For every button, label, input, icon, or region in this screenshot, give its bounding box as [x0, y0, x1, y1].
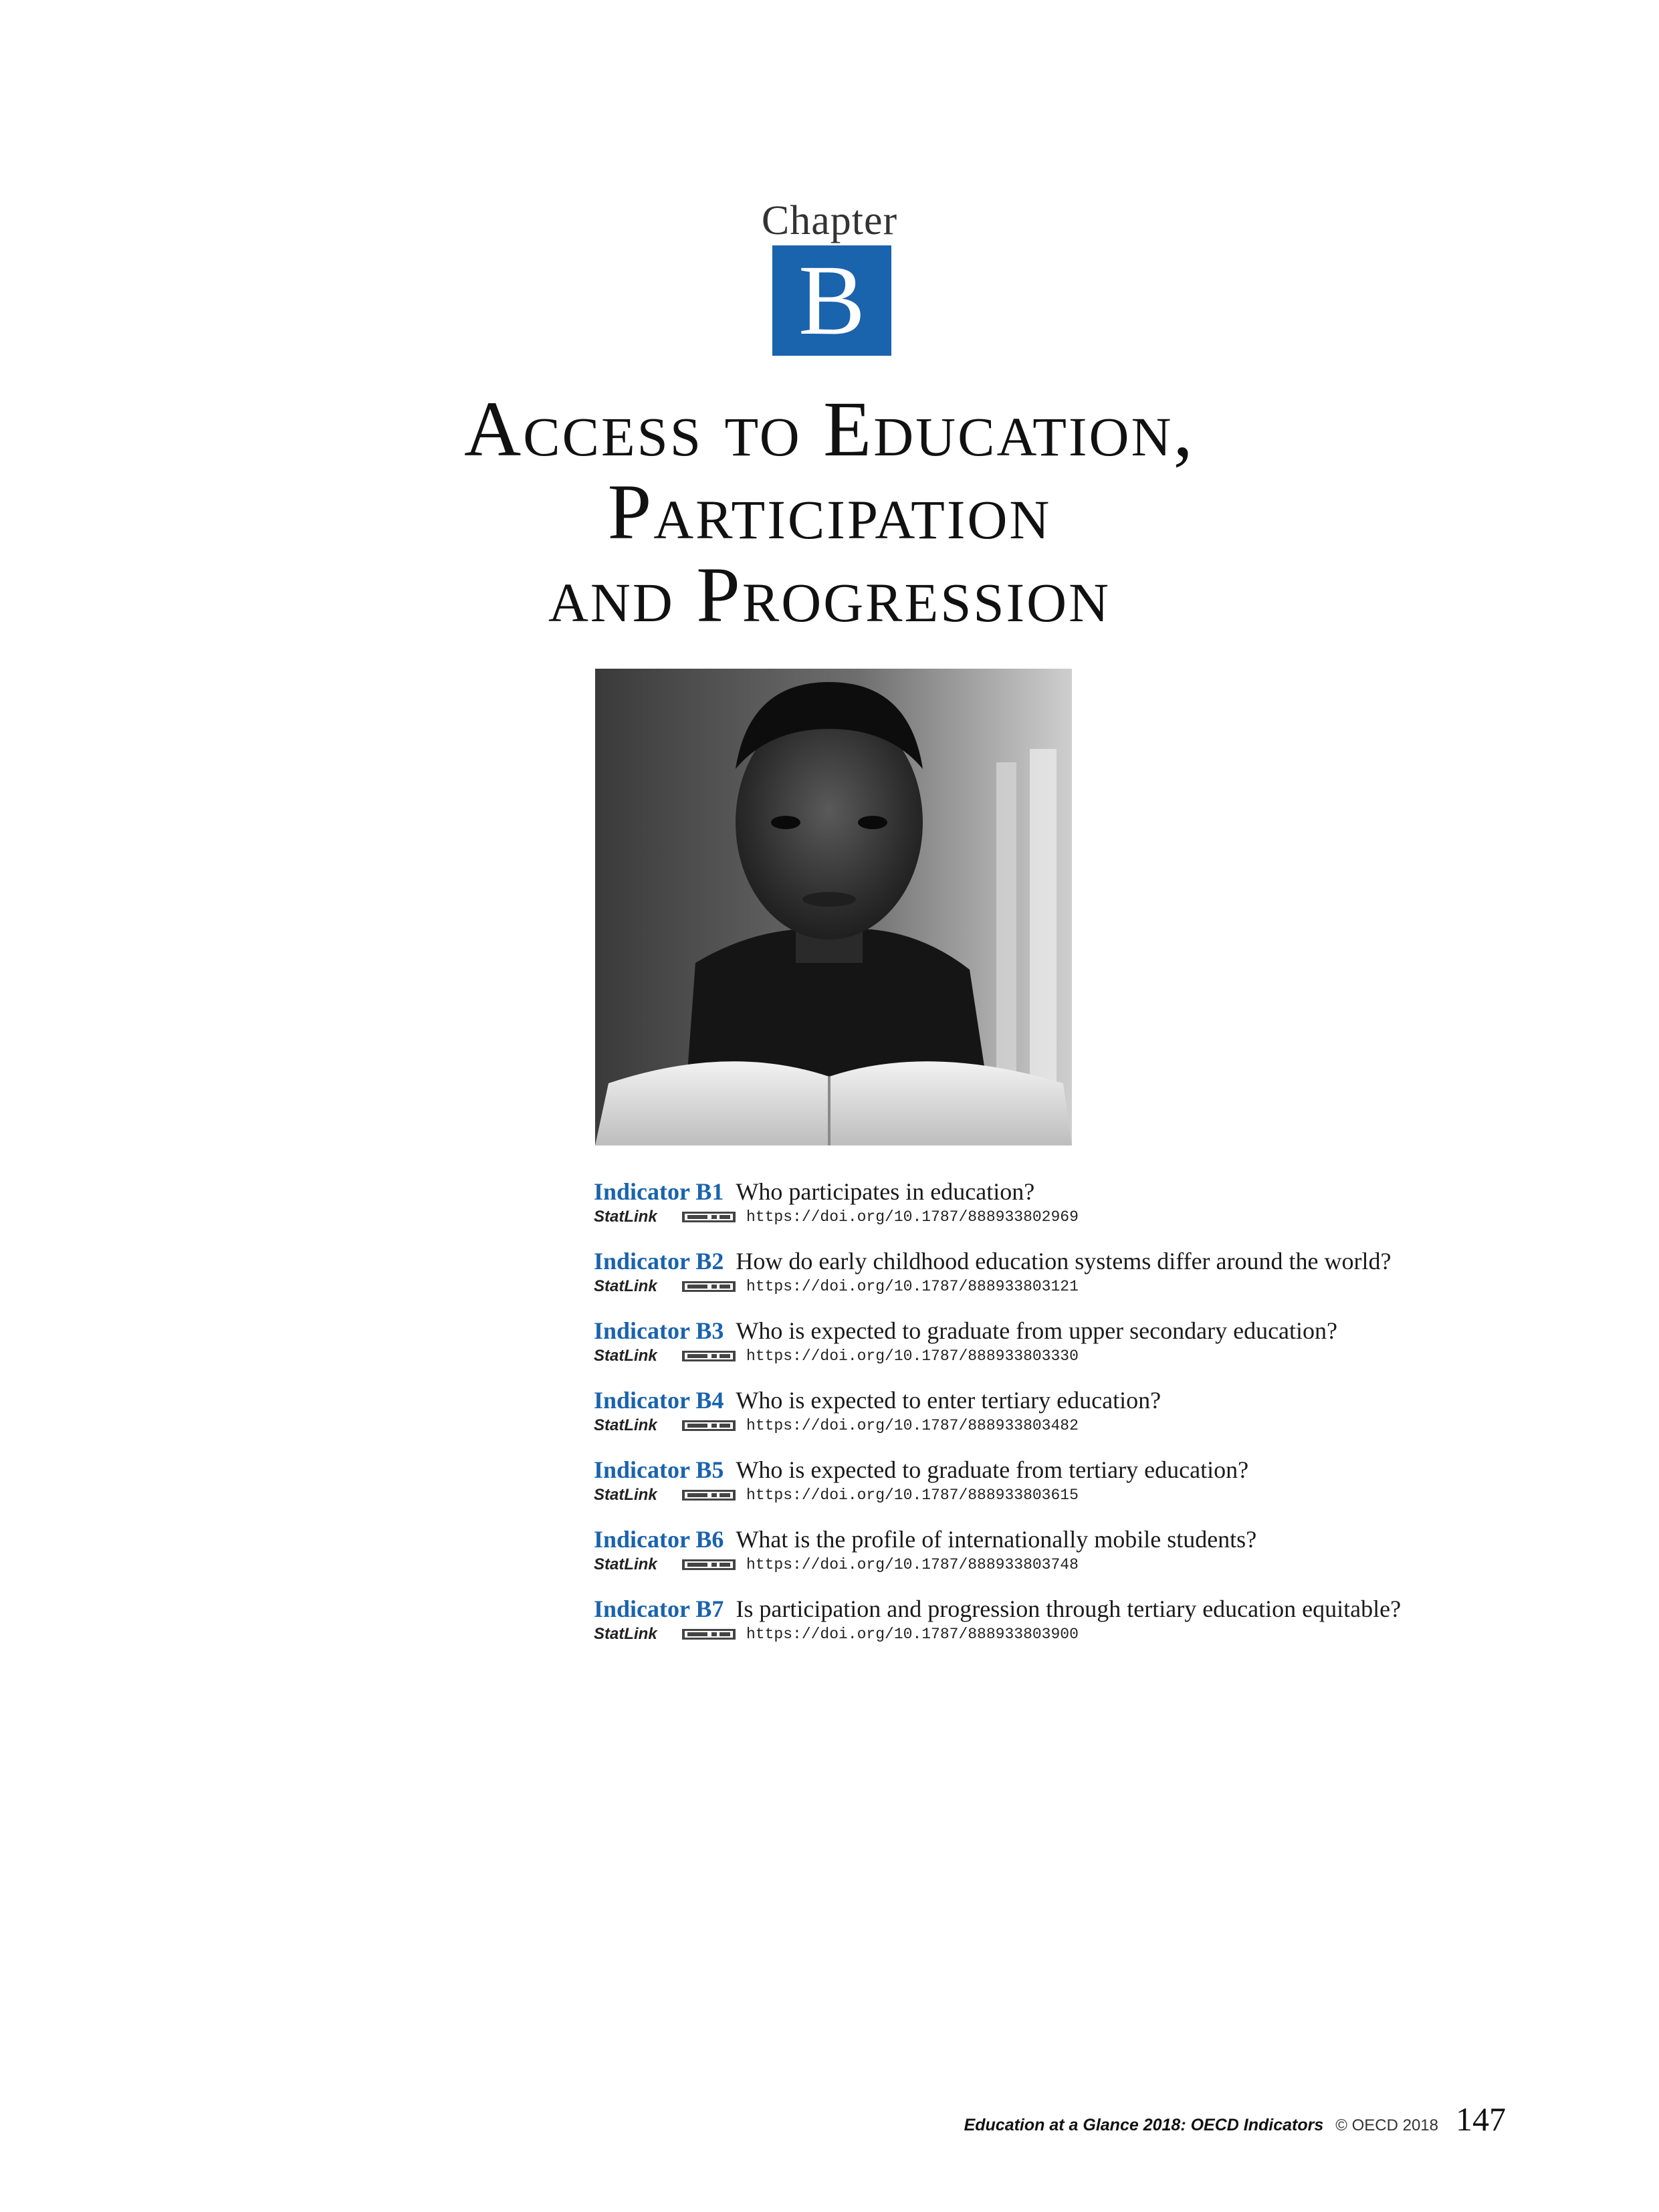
footer-book-title: Education at a Glance 2018: OECD Indicators — [964, 2116, 1324, 2134]
statlink-row — [594, 1345, 1597, 1367]
indicator-item — [594, 1316, 1597, 1386]
page-number: 147 — [1456, 2100, 1506, 2138]
indicator-heading — [594, 1246, 1597, 1276]
footer-copyright: © OECD 2018 — [1335, 2116, 1438, 2134]
indicator-question: Who is expected to enter tertiary education? — [736, 1387, 1162, 1414]
statlink-url[interactable]: https://doi.org/10.1787/888933803330 — [746, 1347, 1079, 1365]
indicator-item — [594, 1455, 1597, 1525]
chapter-label: Chapter — [761, 198, 898, 243]
statlink-url[interactable]: https://doi.org/10.1787/888933803748 — [746, 1556, 1079, 1573]
statlink-logo-icon — [682, 1210, 736, 1224]
statlink-url[interactable]: https://doi.org/10.1787/888933802969 — [746, 1208, 1079, 1226]
indicator-label[interactable]: Indicator B6 — [594, 1526, 724, 1553]
statlink-row — [594, 1624, 1597, 1645]
chapter-title — [0, 385, 1659, 639]
chapter-title-line-2: Participation — [607, 468, 1052, 556]
statlink-label: StatLink — [594, 1347, 657, 1365]
indicator-question: Who is expected to graduate from tertiary education? — [736, 1456, 1249, 1483]
indicator-question: What is the profile of internationally mobile students? — [736, 1526, 1257, 1553]
statlink-url[interactable]: https://doi.org/10.1787/888933803615 — [746, 1486, 1079, 1504]
statlink-row — [594, 1484, 1597, 1506]
indicator-item — [594, 1386, 1597, 1455]
indicator-list — [594, 1177, 1597, 1664]
statlink-url[interactable]: https://doi.org/10.1787/888933803121 — [746, 1278, 1079, 1295]
indicator-item — [594, 1594, 1597, 1664]
statlink-row — [594, 1206, 1597, 1228]
chapter-letter-box: B — [772, 245, 891, 356]
chapter-title-line-1: Access to Education, — [464, 385, 1195, 473]
indicator-label[interactable]: Indicator B1 — [594, 1178, 724, 1205]
statlink-label: StatLink — [594, 1486, 657, 1504]
student-reading-photo — [595, 669, 1072, 1145]
indicator-label[interactable]: Indicator B2 — [594, 1248, 724, 1275]
statlink-logo-icon — [682, 1488, 736, 1502]
indicator-heading — [594, 1177, 1597, 1206]
statlink-logo-icon — [682, 1280, 736, 1293]
statlink-row — [594, 1415, 1597, 1436]
indicator-heading — [594, 1386, 1597, 1415]
statlink-label: StatLink — [594, 1555, 657, 1573]
indicator-question: How do early childhood education systems differ around the world? — [736, 1248, 1392, 1275]
indicator-label[interactable]: Indicator B7 — [594, 1595, 724, 1622]
indicator-label[interactable]: Indicator B5 — [594, 1456, 724, 1483]
statlink-logo-icon — [682, 1558, 736, 1571]
indicator-item — [594, 1525, 1597, 1594]
statlink-label: StatLink — [594, 1625, 657, 1643]
statlink-url[interactable]: https://doi.org/10.1787/888933803900 — [746, 1626, 1079, 1643]
statlink-row — [594, 1276, 1597, 1297]
chapter-title-line-3: and Progression — [548, 551, 1111, 639]
page-footer — [0, 2100, 1506, 2138]
statlink-logo-icon — [682, 1349, 736, 1363]
statlink-label: StatLink — [594, 1277, 657, 1295]
statlink-logo-icon — [682, 1419, 736, 1432]
indicator-question: Is participation and progression through tertiary education equitable? — [736, 1595, 1402, 1622]
statlink-url[interactable]: https://doi.org/10.1787/888933803482 — [746, 1417, 1079, 1434]
indicator-item — [594, 1177, 1597, 1246]
indicator-heading — [594, 1594, 1597, 1624]
statlink-row — [594, 1554, 1597, 1575]
indicator-heading — [594, 1316, 1597, 1345]
indicator-heading — [594, 1525, 1597, 1554]
statlink-label: StatLink — [594, 1208, 657, 1226]
indicator-label[interactable]: Indicator B4 — [594, 1387, 724, 1414]
indicator-heading — [594, 1455, 1597, 1484]
indicator-item — [594, 1246, 1597, 1316]
indicator-label[interactable]: Indicator B3 — [594, 1317, 724, 1344]
indicator-question: Who is expected to graduate from upper secondary education? — [736, 1317, 1338, 1344]
statlink-logo-icon — [682, 1628, 736, 1641]
indicator-question: Who participates in education? — [736, 1178, 1035, 1205]
statlink-label: StatLink — [594, 1416, 657, 1434]
